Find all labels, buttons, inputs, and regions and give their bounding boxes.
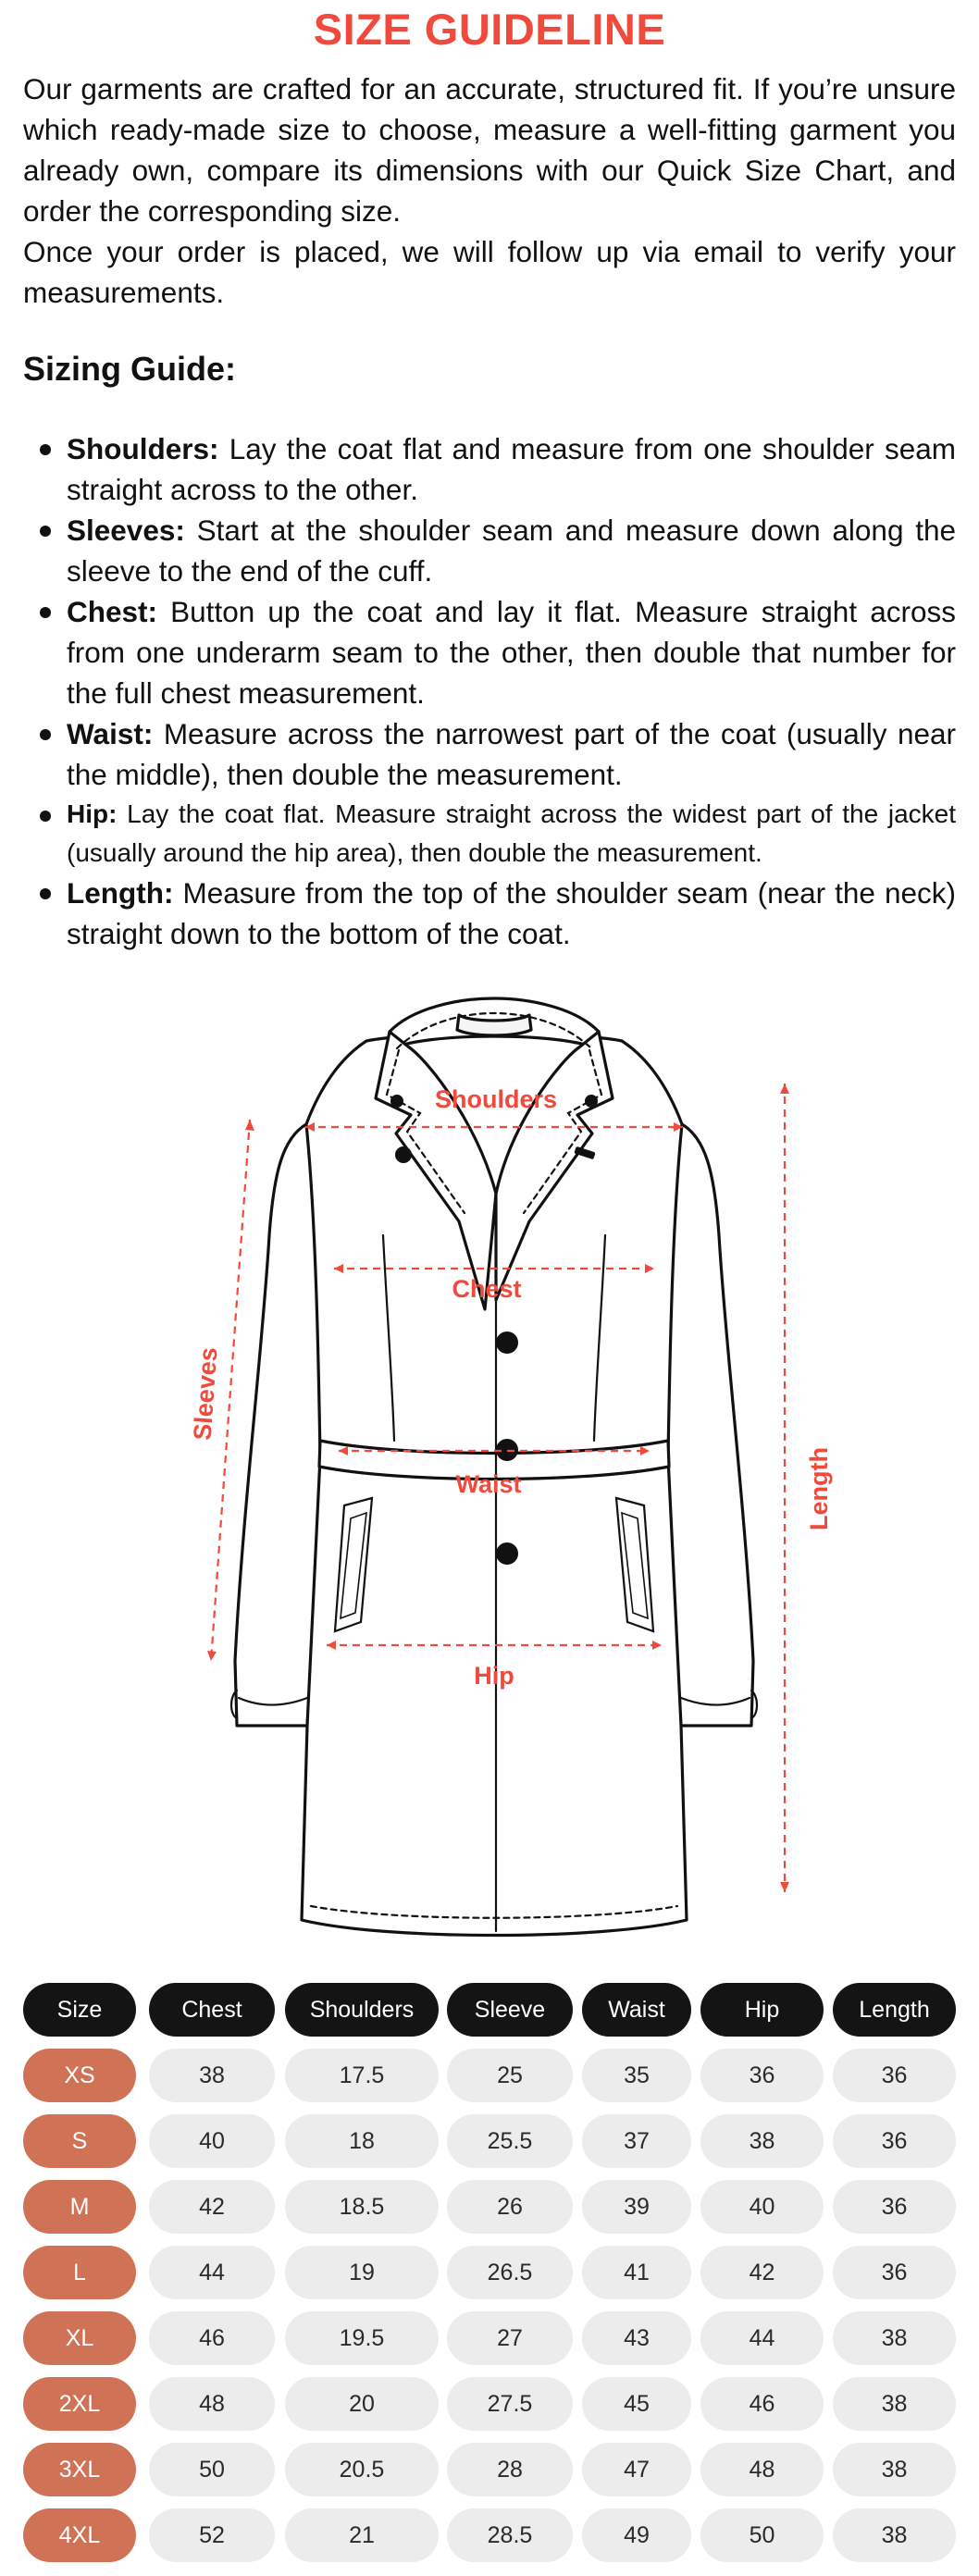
- label-length: Length: [805, 1447, 833, 1530]
- cell-hip: 36: [700, 2049, 824, 2102]
- cell-shoulders: 21: [285, 2508, 439, 2562]
- arrow-icon: [207, 1651, 217, 1661]
- cell-length: 36: [833, 2114, 956, 2168]
- list-item-length: [23, 873, 956, 954]
- table-row: [23, 2246, 956, 2299]
- size-pill: 3XL: [23, 2443, 136, 2496]
- coat-outline: [235, 998, 753, 1936]
- table-row: [23, 2114, 956, 2168]
- button-icon: [395, 1146, 412, 1163]
- cell-sleeve: 27: [447, 2311, 573, 2365]
- button-icon: [390, 1095, 403, 1108]
- cell-shoulders: 18.5: [285, 2180, 439, 2234]
- cell-shoulders: 17.5: [285, 2049, 439, 2102]
- cell-sleeve: 28.5: [447, 2508, 573, 2562]
- sizing-guide-heading: Sizing Guide:: [23, 350, 236, 388]
- cell-shoulders: 20.5: [285, 2443, 439, 2496]
- desc-shoulders: Lay the coat flat and measure from one shoulder seam straight across to the other.: [67, 432, 956, 506]
- label-chest: Chest: [452, 1275, 522, 1303]
- cell-chest: 48: [149, 2377, 275, 2431]
- cell-sleeve: 25: [447, 2049, 573, 2102]
- arrow-icon: [245, 1120, 254, 1131]
- cell-shoulders: 20: [285, 2377, 439, 2431]
- sizing-guide-list: [23, 428, 956, 954]
- cell-hip: 46: [700, 2377, 824, 2431]
- table-row: [23, 2443, 956, 2496]
- cell-waist: 41: [582, 2246, 691, 2299]
- list-item-hip: [23, 795, 956, 873]
- cell-chest: 38: [149, 2049, 275, 2102]
- intro-text: [23, 68, 956, 313]
- list-item-shoulders: [23, 428, 956, 510]
- cell-sleeve: 25.5: [447, 2114, 573, 2168]
- cell-length: 38: [833, 2508, 956, 2562]
- cell-waist: 37: [582, 2114, 691, 2168]
- cell-shoulders: 19: [285, 2246, 439, 2299]
- size-pill: 2XL: [23, 2377, 136, 2431]
- table-row: [23, 2049, 956, 2102]
- cell-waist: 47: [582, 2443, 691, 2496]
- size-chart-table: [23, 1983, 956, 2574]
- cell-chest: 46: [149, 2311, 275, 2365]
- bullet-icon: [40, 526, 51, 537]
- cell-length: 36: [833, 2246, 956, 2299]
- size-pill: XS: [23, 2049, 136, 2102]
- cell-shoulders: 19.5: [285, 2311, 439, 2365]
- list-item-sleeves: [23, 510, 956, 591]
- table-row: [23, 2377, 956, 2431]
- table-row: [23, 2311, 956, 2365]
- size-pill: S: [23, 2114, 136, 2168]
- cell-sleeve: 26: [447, 2180, 573, 2234]
- cell-chest: 44: [149, 2246, 275, 2299]
- cell-waist: 39: [582, 2180, 691, 2234]
- header-waist: Waist: [582, 1983, 691, 2037]
- button-icon: [585, 1095, 598, 1108]
- header-hip: Hip: [700, 1983, 824, 2037]
- cell-hip: 48: [700, 2443, 824, 2496]
- cell-length: 38: [833, 2311, 956, 2365]
- button-icon: [496, 1331, 518, 1354]
- size-pill: M: [23, 2180, 136, 2234]
- table-body: [23, 2049, 956, 2562]
- cell-waist: 49: [582, 2508, 691, 2562]
- table-header-row: [23, 1983, 956, 2037]
- size-pill: XL: [23, 2311, 136, 2365]
- desc-sleeves: Start at the shoulder seam and measure down along the sleeve to the end of the cuff.: [67, 514, 956, 588]
- desc-chest: Button up the coat and lay it flat. Measure straight across from one underarm seam to the other, then double that number for the full chest measurement.: [67, 595, 956, 710]
- label-shoulders: Shoulders: [434, 1085, 558, 1113]
- header-size: Size: [23, 1983, 136, 2037]
- bullet-icon: [40, 811, 51, 822]
- cell-length: 36: [833, 2180, 956, 2234]
- cell-hip: 50: [700, 2508, 824, 2562]
- label-hip: Hip: [474, 1662, 514, 1690]
- cell-shoulders: 18: [285, 2114, 439, 2168]
- term-waist: Waist:: [67, 717, 154, 750]
- cell-hip: 42: [700, 2246, 824, 2299]
- term-chest: Chest:: [67, 595, 158, 628]
- bullet-icon: [40, 888, 51, 899]
- header-chest: Chest: [149, 1983, 275, 2037]
- cell-sleeve: 27.5: [447, 2377, 573, 2431]
- page-title: SIZE GUIDELINE: [313, 5, 666, 54]
- cell-hip: 38: [700, 2114, 824, 2168]
- cell-chest: 40: [149, 2114, 275, 2168]
- cell-waist: 43: [582, 2311, 691, 2365]
- header-length: Length: [833, 1983, 956, 2037]
- cell-hip: 44: [700, 2311, 824, 2365]
- cell-length: 38: [833, 2377, 956, 2431]
- list-item-chest: [23, 591, 956, 713]
- cell-chest: 52: [149, 2508, 275, 2562]
- label-sleeves: Sleeves: [188, 1346, 223, 1442]
- size-pill: L: [23, 2246, 136, 2299]
- label-waist: Waist: [455, 1470, 522, 1498]
- arrow-icon: [780, 1882, 789, 1892]
- bullet-icon: [40, 729, 51, 740]
- cell-waist: 45: [582, 2377, 691, 2431]
- desc-waist: Measure across the narrowest part of the coat (usually near the middle), then double the measurement.: [67, 717, 956, 791]
- term-shoulders: Shoulders:: [67, 432, 219, 465]
- intro-paragraph-followup: Once your order is placed, we will follow up via email to verify your measurements.: [23, 235, 956, 309]
- table-row: [23, 2508, 956, 2562]
- arrow-icon: [780, 1084, 789, 1094]
- cell-length: 36: [833, 2049, 956, 2102]
- term-length: Length:: [67, 876, 174, 910]
- button-icon: [496, 1542, 518, 1565]
- desc-length: Measure from the top of the shoulder seam (near the neck) straight down to the bottom of the coat.: [67, 876, 956, 950]
- cell-length: 38: [833, 2443, 956, 2496]
- cell-sleeve: 26.5: [447, 2246, 573, 2299]
- cell-sleeve: 28: [447, 2443, 573, 2496]
- cell-hip: 40: [700, 2180, 824, 2234]
- cell-chest: 50: [149, 2443, 275, 2496]
- desc-hip: Lay the coat flat. Measure straight across the widest part of the jacket (usually around the hip area), then double the measurement.: [67, 799, 956, 867]
- header-shoulders: Shoulders: [285, 1983, 439, 2037]
- header-sleeve: Sleeve: [447, 1983, 573, 2037]
- term-hip: Hip:: [67, 799, 118, 828]
- cell-waist: 35: [582, 2049, 691, 2102]
- intro-paragraph-fit: Our garments are crafted for an accurate, structured fit. If you’re unsure which ready-made size to choose, measure a well-fitting garment you already own, compare its dimensions with our Quick Size Chart, and order the corresponding size.: [23, 72, 956, 228]
- cell-chest: 42: [149, 2180, 275, 2234]
- coat-measurement-diagram: [181, 995, 896, 1953]
- size-pill: 4XL: [23, 2508, 136, 2562]
- bullet-icon: [40, 607, 51, 618]
- list-item-waist: [23, 713, 956, 795]
- term-sleeves: Sleeves:: [67, 514, 185, 547]
- table-row: [23, 2180, 956, 2234]
- bullet-icon: [40, 444, 51, 455]
